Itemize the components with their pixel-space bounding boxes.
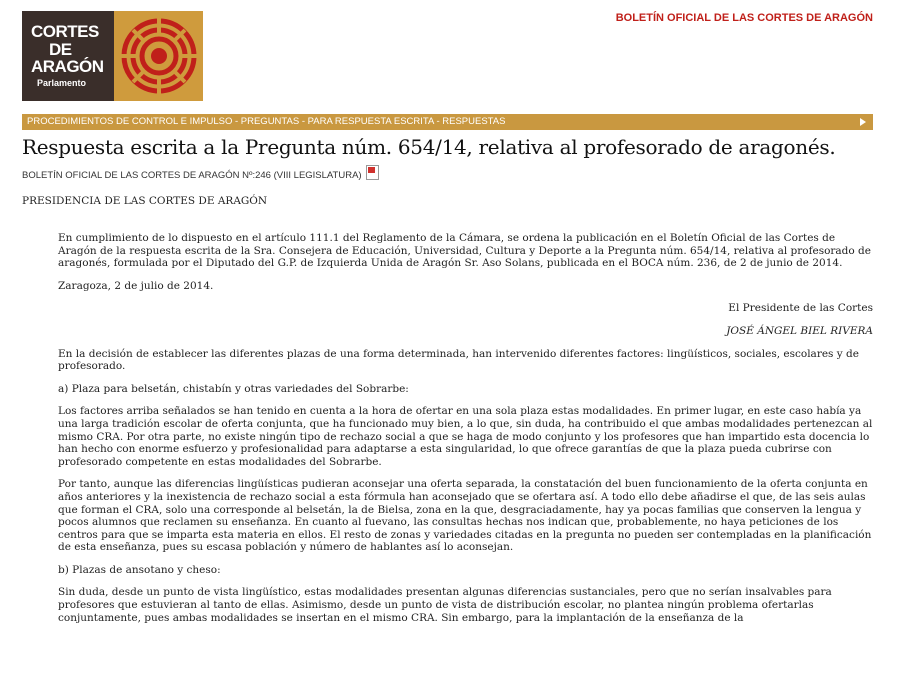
logo-emblem-icon: [114, 11, 203, 101]
paragraph-1: En la decisión de establecer las diferentes plazas de una forma determinada, han intervenido diferentes factores: lingüísticos, sociales, escolares y de profesorado.: [58, 347, 859, 373]
cortes-logo[interactable]: [22, 11, 203, 101]
section-b-heading: b) Plazas de ansotano y cheso:: [58, 563, 221, 576]
presidencia-heading: PRESIDENCIA DE LAS CORTES DE ARAGÓN: [22, 195, 268, 207]
document-body: [58, 232, 873, 634]
paragraph-3: Por tanto, aunque las diferencias lingüísticas pudieran aconsejar una oferta separada, la constatación del buen funcionamiento de la oferta conjunta en años anteriores y la inexistencia de rechazo social a esta fórmula han aconsejado que se ofertara así. A todo ello debe añadirse el que, de las seis aulas que forman el CRA, solo una corresponde al belsetán, la de Bielsa, zona en la que, desgraciadamente, hay ya pocas familias que conserven la lengua y pocos alumnos que reclamen su enseñanza. En cuanto al fuevano, las consultas hechas nos indican que, probablemente, no haya peticiones de los centros para que se imparta esta materia en ellos. El resto de zonas y variedades citadas en la pregunta no pueden ser contempladas en la planificación de esta enseñanza, pues su escasa población y número de hablantes así lo aconsejan.: [58, 478, 872, 554]
date-line: Zaragoza, 2 de julio de 2014.: [58, 279, 214, 292]
logo-line-4: Parlamento: [37, 78, 87, 88]
pdf-icon[interactable]: [366, 165, 379, 180]
logo-line-1: CORTES: [31, 22, 99, 41]
arrow-right-icon[interactable]: [860, 118, 866, 126]
paragraph-4: Sin duda, desde un punto de vista lingüístico, estas modalidades presentan algunas diferencias sustanciales, pero que no serían insalvables para profesores que estuvieran al tanto de ellas. Asimismo, desde un punto de vista de distribución escolar, no plantea ningún problema ofertarlas conjuntamente, pues ambas modalidades se insertan en el mismo CRA. Sin embargo, para la implantación de la enseñanza de la: [58, 586, 832, 624]
page-title: Respuesta escrita a la Pregunta núm. 654/14, relativa al profesorado de aragonés.: [22, 135, 836, 159]
intro-paragraph: En cumplimiento de lo dispuesto en el artículo 111.1 del Reglamento de la Cámara, se ordena la publicación en el Boletín Oficial de las Cortes de Aragón de la respuesta escrita de la Sra. Consejera de Educación, Universidad, Cultura y Deporte a la Pregunta núm. 654/14, relativa al profesorado de aragonés, formulada por el Diputado del G.P. de Izquierda Unida de Aragón Sr. Aso Solans, publicada en el BOCA núm. 236, de 2 de junio de 2014.: [58, 232, 871, 270]
logo-line-2: DE: [49, 40, 72, 59]
signer-name: JOSÉ ÁNGEL BIEL RIVERA: [726, 324, 873, 337]
boletin-reference: [22, 168, 379, 183]
breadcrumb[interactable]: [22, 114, 873, 130]
boletin-reference-text: BOLETÍN OFICIAL DE LAS CORTES DE ARAGÓN Nº:246 (VIII LEGISLATURA): [22, 170, 362, 181]
logo-wordmark: [22, 11, 114, 101]
boletin-header-title[interactable]: BOLETÍN OFICIAL DE LAS CORTES DE ARAGÓN: [615, 12, 873, 24]
breadcrumb-text[interactable]: PROCEDIMIENTOS DE CONTROL E IMPULSO - PREGUNTAS - PARA RESPUESTA ESCRITA - RESPUESTAS: [27, 116, 506, 127]
section-a-heading: a) Plaza para belsetán, chistabín y otras variedades del Sobrarbe:: [58, 382, 409, 395]
signer-role: El Presidente de las Cortes: [728, 302, 873, 315]
paragraph-2: Los factores arriba señalados se han tenido en cuenta a la hora de ofertar en una sola plaza estas modalidades. En primer lugar, en este caso había ya una larga tradición escolar de oferta conjunta, que ha funcionado muy bien, a lo que, sin duda, ha contribuido el que ambas modalidades pertenezcan al mismo CRA. Por otra parte, no existe ningún tipo de rechazo social a que se haga de modo conjunto y los profesores que han impartido esta docencia lo han hecho con enorme esfuerzo y profesionalidad para adaptarse a esta singularidad, lo que ofrece garantías de que la plaza pueda cubrirse con profesorado competente en estas modalidades del Sobrarbe.: [58, 405, 873, 468]
logo-line-3: ARAGÓN: [31, 57, 104, 76]
